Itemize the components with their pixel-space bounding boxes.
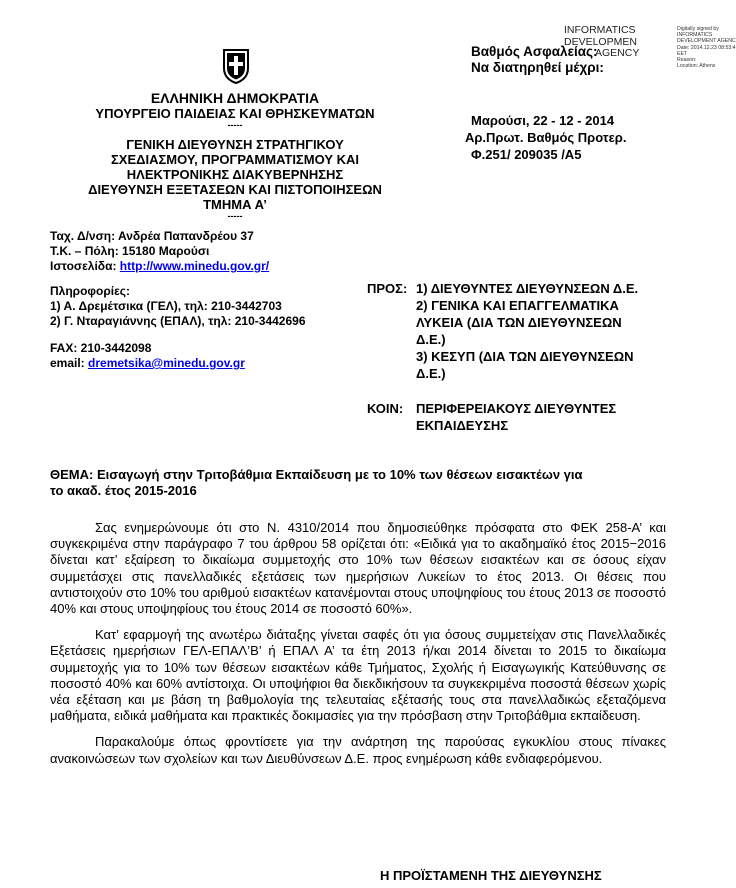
protocol-label: Αρ.Πρωτ. Βαθμός Προτερ. xyxy=(465,130,627,145)
ministry-title: ΥΠΟΥΡΓΕΙΟ ΠΑΙΔΕΙΑΣ ΚΑΙ ΘΡΗΣΚΕΥΜΑΤΩΝ xyxy=(95,106,375,121)
info-contact-2: 2) Γ. Νταραγιάννης (ΕΠΑΛ), τηλ: 210-3442696 xyxy=(50,314,306,328)
protocol-number: Φ.251/ 209035 /Α5 xyxy=(471,147,582,162)
subject xyxy=(50,467,670,499)
email-link[interactable]: dremetsika@minedu.gov.gr xyxy=(88,356,245,370)
coat-of-arms-emblem xyxy=(221,48,251,84)
recipient-line: ΛΥΚΕΙΑ (ΔΙΑ ΤΩΝ ΔΙΕΥΘΥΝΣΕΩΝ xyxy=(416,315,622,330)
recipient-line: 1) ΔΙΕΥΘΥΝΤΕΣ ΔΙΕΥΘΥΝΣΕΩΝ Δ.Ε. xyxy=(416,281,639,296)
website-link[interactable]: http://www.minedu.gov.gr/ xyxy=(119,259,270,273)
to-label: ΠΡΟΣ: xyxy=(367,281,408,296)
subject-line: ΘΕΜΑ: Εισαγωγή στην Τριτοβάθμια Εκπαίδευση με το 10% των θέσεων εισακτέων για xyxy=(50,467,583,482)
reference-block xyxy=(463,112,626,163)
retain-until: Να διατηρηθεί μέχρι: xyxy=(471,60,604,75)
general-directorate-line: ΗΛΕΚΤΡΟΝΙΚΗΣ ΔΙΑΚΥΒΕΡΝΗΣΗΣ xyxy=(126,167,344,182)
recipient-line: Δ.Ε.) xyxy=(416,366,446,381)
address: Ταχ. Δ/νση: Ανδρέα Παπανδρέου 37 xyxy=(50,229,254,243)
body-paragraph-1: Σας ενημερώνουμε ότι στο Ν. 4310/2014 που δημοσιεύθηκε πρόσφατα στο ΦΕΚ 258-Α’ και συγκεκριμένα στην παράγραφο 7 του άρθρου 58 ορίζεται ότι: «Ειδικά για το ακαδημαϊκό έτος 2015−2016 δίνεται κατ’ εξαίρεση το δικαίωμα συμμετοχής στο 10% των θέσεων εισακτέων και σε όσους είχαν συμμετάσχει στις πανελλαδικές εξετάσεις των ημερήσιων Λυκείων το έτος 2013. Οι θέσεις που αντιστοιχούν στο 10% του αριθμού εισακτέων κατανέμονται στους υποψηφίους του έτους 2013 σε ποσοστό 40% και στους υποψηφίους του έτους 2014 σε ποσοστό 60%». xyxy=(50,520,666,617)
body-paragraph-3: Παρακαλούμε όπως φροντίσετε για την ανάρτηση της παρούσας εγκυκλίου στους πίνακες ανακοινώσεων των σχολείων και των Διευθύνσεων Δ.Ε. προς ενημέρωση κάθε ενδιαφερόμενου. xyxy=(50,734,666,766)
directorate-title: ΔΙΕΥΘΥΝΣΗ ΕΞΕΤΑΣΕΩΝ ΚΑΙ ΠΙΣΤΟΠΟΙΗΣΕΩΝ xyxy=(88,182,382,197)
website-label: Ιστοσελίδα: xyxy=(50,259,120,273)
separator: ----- xyxy=(227,211,243,221)
postal-city: Τ.Κ. – Πόλη: 15180 Μαρούσι xyxy=(50,244,210,258)
cc-line: ΠΕΡΙΦΕΡΕΙΑΚΟΥΣ ΔΙΕΥΘΥΝΤΕΣ xyxy=(416,401,617,416)
separator: ----- xyxy=(227,120,243,130)
info-contact-1: 1) Α. Δρεμέτσικα (ΓΕΛ), τηλ: 210-3442703 xyxy=(50,299,282,313)
place-date: Μαρούσι, 22 - 12 - 2014 xyxy=(471,113,615,128)
info-label: Πληροφορίες: xyxy=(50,284,131,298)
to-list xyxy=(416,280,638,382)
republic-title: ΕΛΛΗΝΙΚΗ ΔΗΜΟΚΡΑΤΙΑ xyxy=(150,90,320,106)
recipient-line: 3) ΚΕΣΥΠ (ΔΙΑ ΤΩΝ ΔΙΕΥΘΥΝΣΕΩΝ xyxy=(416,349,634,364)
email-label: email: xyxy=(50,356,89,370)
recipient-line: Δ.Ε.) xyxy=(416,332,446,347)
general-directorate-line: ΓΕΝΙΚΗ ΔΙΕΥΘΥΝΣΗ ΣΤΡΑΤΗΓΙΚΟΥ xyxy=(126,137,344,152)
signature-title: Η ΠΡΟΪΣΤΑΜΕΝΗ ΤΗΣ ΔΙΕΥΘΥΝΣΗΣ xyxy=(380,868,602,883)
email-line xyxy=(50,356,380,371)
classification xyxy=(471,44,604,76)
cc-list xyxy=(416,400,616,434)
security-level: Βαθμός Ασφαλείας: xyxy=(471,44,598,59)
signer-name: INFORMATICS DEVELOPMEN AGENCY xyxy=(564,24,640,59)
signature-details: Digitally signed by INFORMATICS DEVELOPMENT AGENC Date: 2014.12.23 08:53:4 EET Reason: Location: Athens xyxy=(677,26,736,70)
website-line xyxy=(50,259,380,274)
subject-line: το ακαδ. έτος 2015-2016 xyxy=(50,483,197,498)
cc-label: ΚΟΙΝ: xyxy=(367,401,404,416)
cc-line: ΕΚΠΑΙΔΕΥΣΗΣ xyxy=(416,418,509,433)
department-title: ΤΜΗΜΑ Α’ xyxy=(203,197,267,212)
general-directorate-line: ΣΧΕΔΙΑΣΜΟΥ, ΠΡΟΓΡΑΜΜΑΤΙΣΜΟΥ ΚΑΙ xyxy=(111,152,359,167)
body-paragraph-2: Κατ’ εφαρμογή της ανωτέρω διάταξης γίνεται σαφές ότι για όσους συμμετείχαν στις Πανελλαδικές Εξετάσεις ημερήσιων ΓΕΛ-ΕΠΑΛ’Β’ ή ΕΠΑΛ Α’ τα έτη 2013 ή/και 2014 δίνεται το 2015 το δικαίωμα συμμετοχής για το 10% των θέσεων εισακτέων κάθε Τμήματος, Σχολής ή Εισαγωγικής Κατεύθυνσης σε ποσοστό 40% και 60% αντίστοιχα. Οι υποψήφιοι θα διεκδικήσουν τα συγκεκριμένα ποσοστά θέσεων χωρίς νέα εξέταση και με βάση τη βαθμολογία της τελευταίας εξέτασής τους στα πανελλαδικώς εξεταζόμενα μαθήματα, ειδικά μαθήματα και πρακτικές δοκιμασίες για την πρόσβαση στην Τριτοβάθμια εκπαίδευση. xyxy=(50,627,666,724)
recipient-line: 2) ΓΕΝΙΚΑ ΚΑΙ ΕΠΑΓΓΕΛΜΑΤΙΚΑ xyxy=(416,298,619,313)
letterhead xyxy=(40,90,430,221)
fax-number: FAX: 210-3442098 xyxy=(50,341,152,355)
letter-body xyxy=(50,520,666,777)
contact-block xyxy=(50,229,380,371)
